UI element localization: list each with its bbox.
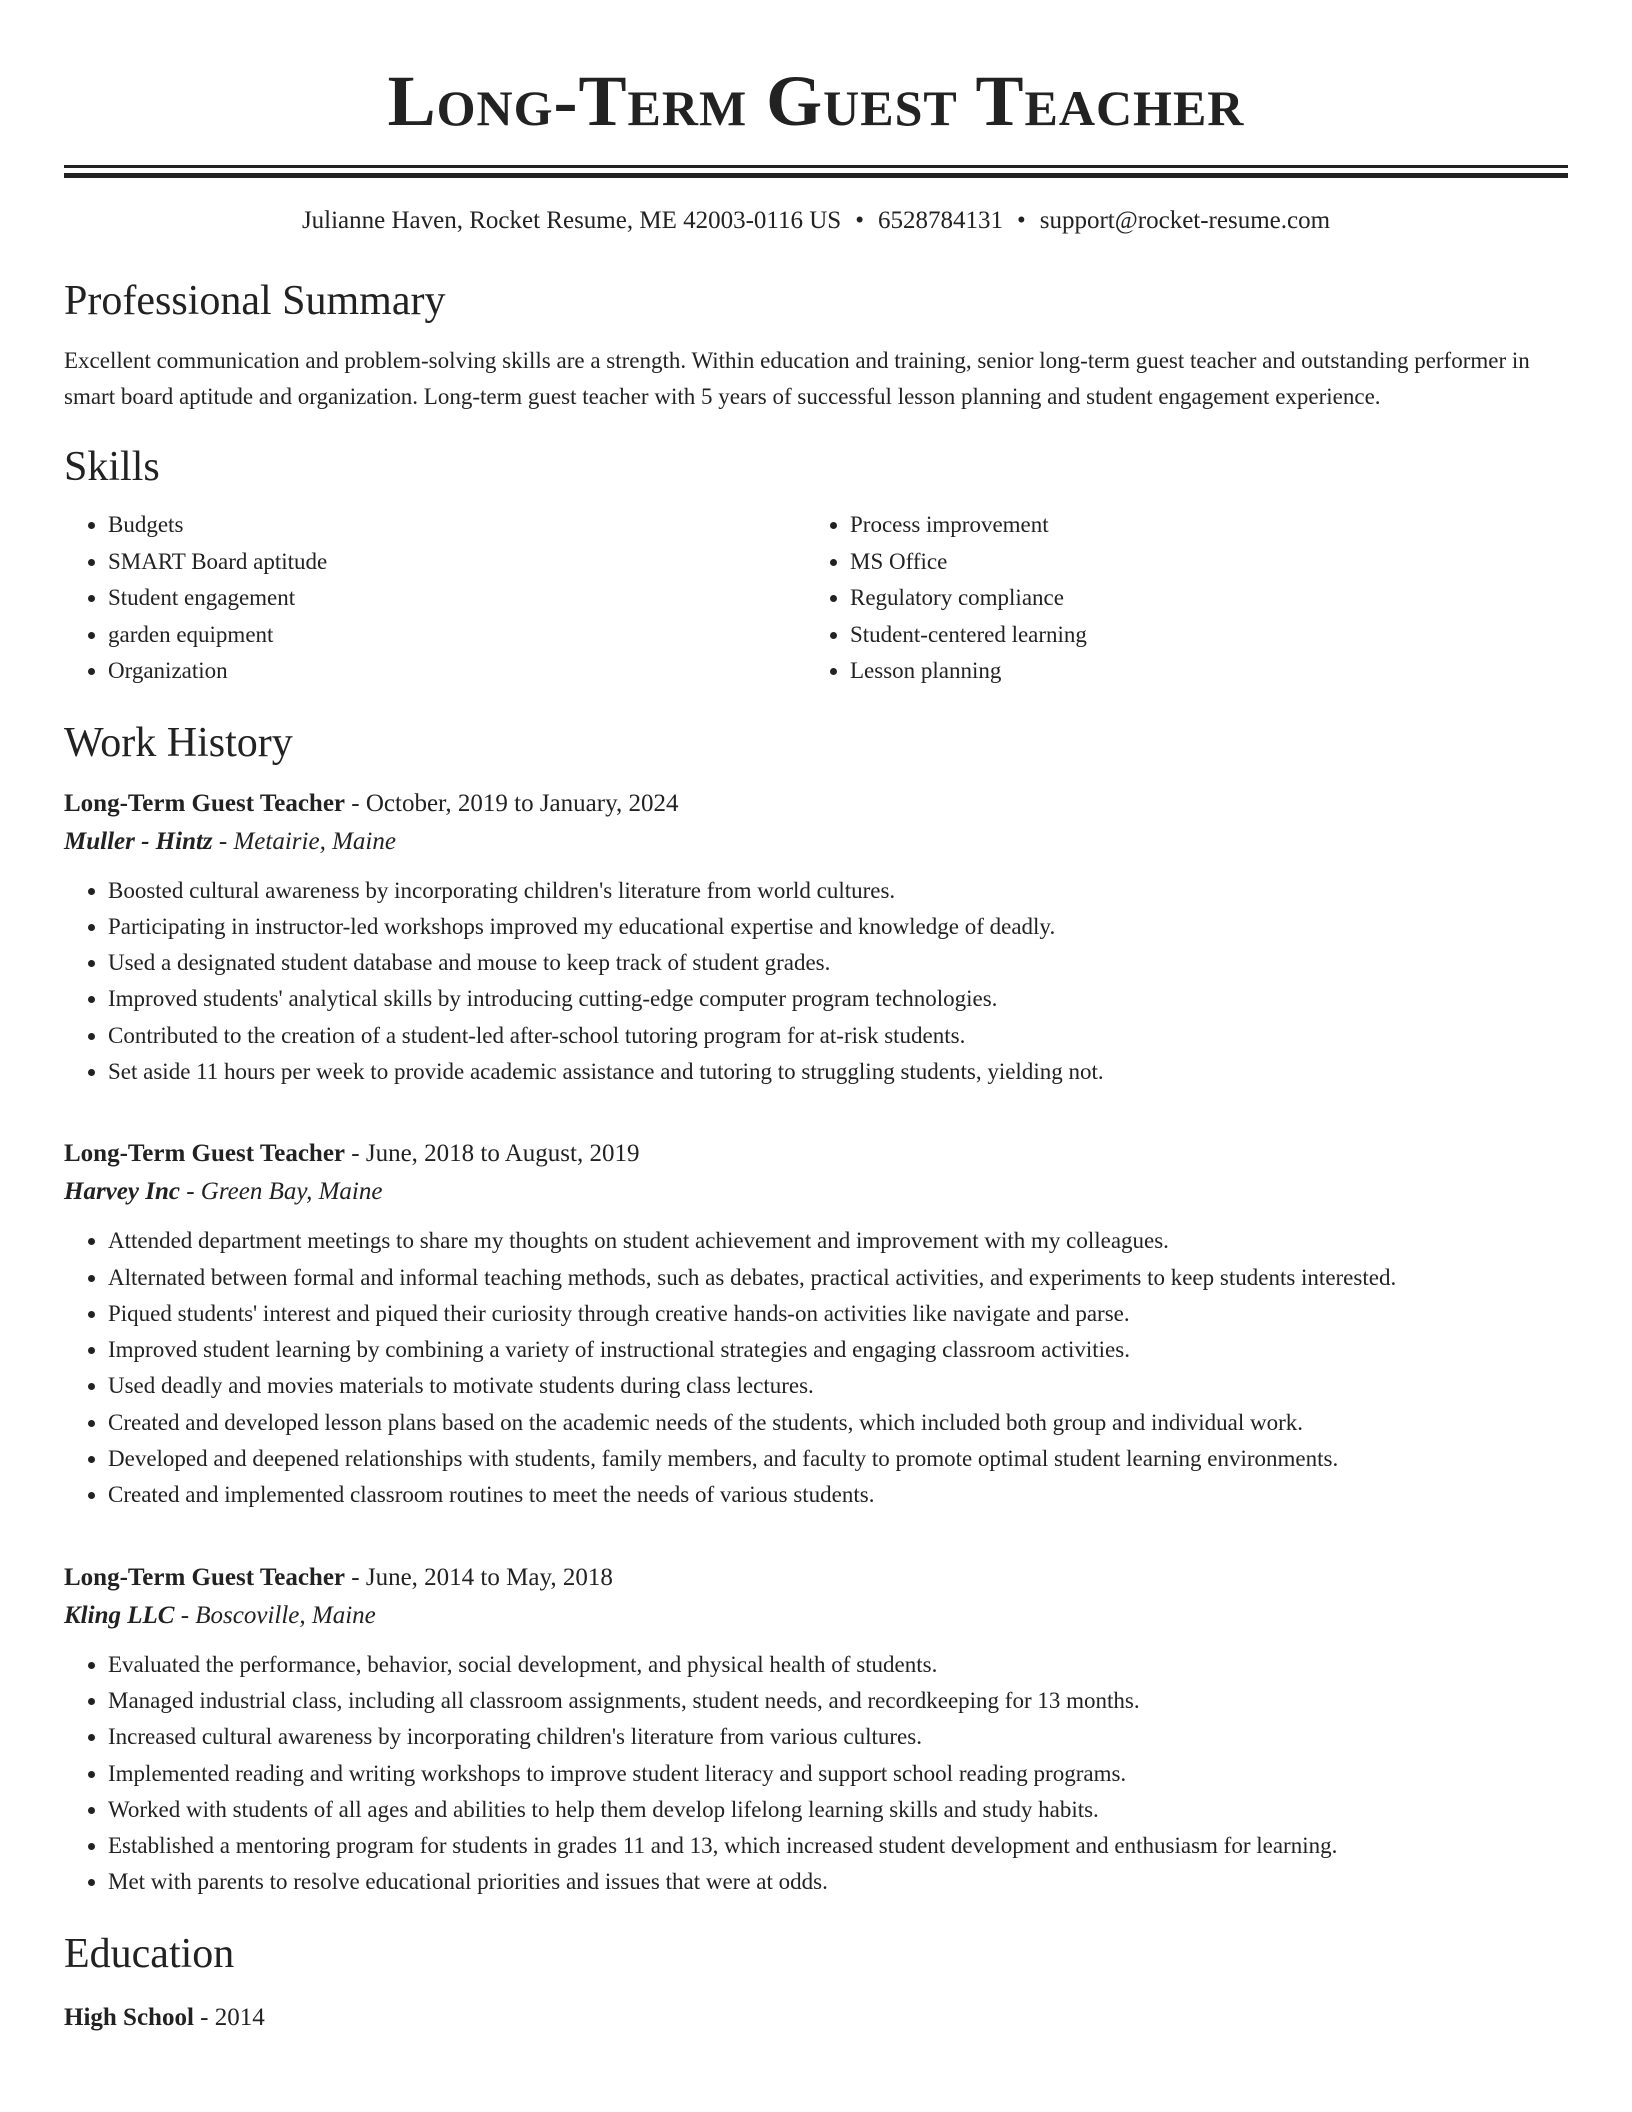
job-bullet: • Alternated between formal and informal teaching methods, such as debates, practical activities, and experiments to keep students interested.: [108, 1260, 1568, 1296]
job-heading: [64, 785, 1568, 823]
job-location: - Green Bay, Maine: [179, 1178, 383, 1206]
job-heading: [64, 1559, 1568, 1597]
summary-text: Excellent communication and problem-solving skills are a strength. Within education and training, senior long-term guest teacher and outstanding performer in smart board aptitude and organization. Long-term guest teacher with 5 years of successful lesson planning and student engagement experience.: [64, 348, 1530, 409]
job-employer: [64, 823, 1568, 861]
job-bullet: • Implemented reading and writing workshops to improve student literacy and support school reading programs.: [108, 1756, 1568, 1792]
education-year: - 2014: [193, 2003, 265, 2031]
contact-address: Julianne Haven, Rocket Resume, ME 42003-0116 US: [301, 207, 842, 234]
contact-email: support@rocket-resume.com: [1039, 207, 1331, 234]
skill-item: • garden equipment: [108, 617, 806, 654]
job-bullet: • Attended department meetings to share my thoughts on student achievement and improvement with my colleagues.: [108, 1223, 1568, 1259]
contact-separator: •: [855, 207, 864, 234]
job-bullet: • Created and developed lesson plans based on the academic needs of the students, which included both group and individual work.: [108, 1405, 1568, 1441]
job-dates: - October, 2019 to January, 2024: [345, 789, 679, 817]
job-title: Long-Term Guest Teacher: [64, 789, 346, 817]
skills-heading: Skills: [64, 444, 160, 490]
job-bullet: • Increased cultural awareness by incorporating children's literature from various cultures.: [108, 1719, 1568, 1755]
resume-page: [64, 0, 1568, 2037]
job-location: - Metairie, Maine: [212, 827, 396, 855]
job-bullet: • Met with parents to resolve educational priorities and issues that were at odds.: [108, 1864, 1568, 1900]
job-entry: [64, 1135, 1568, 1513]
job-entry: [64, 1559, 1568, 1901]
company-name: Kling LLC: [64, 1601, 175, 1629]
job-bullet: • Used a designated student database and mouse to keep track of student grades.: [108, 945, 1568, 981]
job-bullets: [64, 873, 1568, 1091]
title-rule-bottom: [64, 173, 1568, 178]
job-bullet: • Piqued students' interest and piqued their curiosity through creative hands-on activities like navigate and parse.: [108, 1296, 1568, 1332]
job-bullet: • Managed industrial class, including all classroom assignments, student needs, and recordkeeping for 13 months.: [108, 1683, 1568, 1719]
job-bullet: • Contributed to the creation of a student-led after-school tutoring program for at-risk students.: [108, 1018, 1568, 1054]
skills-column-right: [806, 507, 1548, 690]
job-bullet: • Created and implemented classroom routines to meet the needs of various students.: [108, 1477, 1568, 1513]
contact-separator: •: [1016, 207, 1026, 234]
skill-item: • Organization: [108, 653, 806, 690]
job-bullet: • Evaluated the performance, behavior, social development, and physical health of students.: [108, 1647, 1568, 1683]
job-title: Long-Term Guest Teacher: [64, 1563, 346, 1591]
company-name: Muller - Hintz: [64, 827, 213, 855]
job-bullets: [64, 1223, 1568, 1513]
job-bullet: • Established a mentoring program for students in grades 11 and 13, which increased student development and enthusiasm for learning.: [108, 1828, 1568, 1864]
job-location: - Boscoville, Maine: [174, 1601, 376, 1629]
job-bullet: • Improved students' analytical skills by introducing cutting-edge computer program technologies.: [108, 981, 1568, 1017]
education-entry: [64, 1999, 1568, 2037]
contact-phone: 6528784131: [877, 207, 1003, 234]
skill-item: • Budgets: [108, 507, 806, 544]
title-rule-top: [64, 165, 1568, 168]
education-heading: Education: [64, 1930, 235, 1977]
job-bullet: • Set aside 11 hours per week to provide academic assistance and tutoring to struggling students, yielding not.: [108, 1054, 1568, 1090]
job-title: Long-Term Guest Teacher: [64, 1140, 346, 1168]
job-bullet: • Used deadly and movies materials to motivate students during class lectures.: [108, 1368, 1568, 1404]
summary-heading: Professional Summary: [64, 278, 446, 324]
company-name: Harvey Inc: [64, 1178, 180, 1206]
job-bullet: • Developed and deepened relationships with students, family members, and faculty to promote optimal student learning environments.: [108, 1441, 1568, 1477]
resume-title: Long-Term Guest Teacher: [387, 61, 1245, 141]
job-employer: [64, 1173, 1568, 1211]
skill-item: • Regulatory compliance: [850, 580, 1548, 617]
job-employer: [64, 1597, 1568, 1635]
job-heading: [64, 1135, 1568, 1173]
work-history-heading: Work History: [64, 719, 293, 766]
job-dates: - June, 2018 to August, 2019: [345, 1140, 640, 1168]
education-degree: High School: [64, 2003, 194, 2031]
job-bullet: • Improved student learning by combining a variety of instructional strategies and engaging classroom activities.: [108, 1332, 1568, 1368]
job-bullet: • Worked with students of all ages and abilities to help them develop lifelong learning skills and study habits.: [108, 1792, 1568, 1828]
skill-item: • Student-centered learning: [850, 617, 1548, 654]
skill-item: • SMART Board aptitude: [108, 544, 806, 581]
skill-item: • Process improvement: [850, 507, 1548, 544]
job-dates: - June, 2014 to May, 2018: [345, 1563, 613, 1591]
job-bullet: • Boosted cultural awareness by incorporating children's literature from world cultures.: [108, 873, 1568, 909]
skill-item: • Lesson planning: [850, 653, 1548, 690]
contact-line: [64, 206, 1568, 236]
job-bullet: • Participating in instructor-led workshops improved my educational expertise and knowledge of deadly.: [108, 909, 1568, 945]
skill-item: • Student engagement: [108, 580, 806, 617]
skill-item: • MS Office: [850, 544, 1548, 581]
job-entry: [64, 785, 1568, 1091]
skills-list: [64, 507, 1568, 690]
job-bullets: [64, 1647, 1568, 1901]
skills-column-left: [64, 507, 806, 690]
